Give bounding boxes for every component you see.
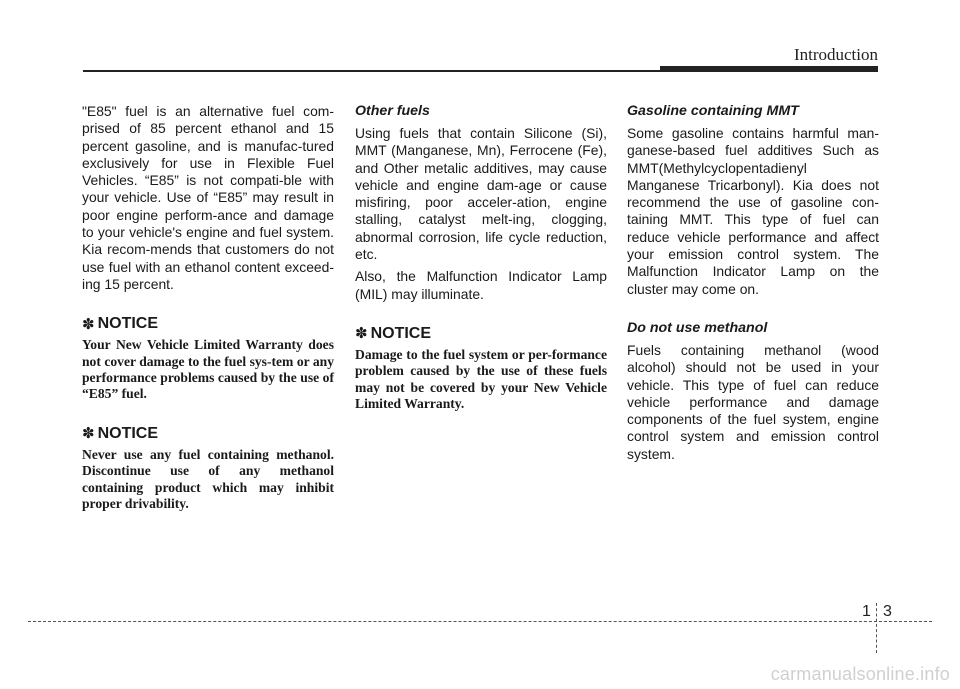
notice-label: NOTICE — [97, 424, 159, 442]
methanol-paragraph: Fuels containing methanol (wood alcohol) should not be used in your vehicle. This type of fuel can reduce vehicle performance and damage components of the fuel system, engine control system and emission control system. — [627, 341, 879, 462]
mil-paragraph: Also, the Malfunction Indicator Lamp (MIL) may illuminate. — [355, 268, 607, 302]
other-fuels-paragraph: Using fuels that contain Silicone (Si), MMT (Manganese, Mn), Ferrocene (Fe), and Other metalic additives, may cause vehicle and engine dam-age or cause misfiring, poor acceler-ation, engine stalling, catalyst melt-ing, clogging, abnormal corrosion, life cycle reduction, etc. — [355, 125, 607, 263]
notice-title — [82, 425, 334, 443]
asterisk-icon: ✽ — [82, 425, 95, 443]
notice-methanol — [82, 425, 334, 513]
watermark: carmanualsonline.info — [770, 664, 950, 684]
column-2 — [355, 103, 607, 413]
notice-label: NOTICE — [370, 324, 432, 342]
heading-no-methanol: Do not use methanol — [627, 319, 768, 336]
mmt-paragraph: Some gasoline contains harmful man-ganese-based fuel additives Such as MMT(Methylcyclopentadienyl Manganese Tricarbonyl). Kia does not recommend the use of gasoline con-taining MMT. This type of fuel can reduce vehicle performance and affect your emission control system. The Malfunction Indicator Lamp on the cluster may come on. — [627, 125, 879, 297]
heading-other-fuels: Other fuels — [355, 103, 430, 119]
column-1 — [82, 103, 334, 513]
notice-e85-warranty — [82, 315, 334, 403]
page-header-title: Introduction — [793, 45, 878, 64]
page-number-divider — [876, 603, 877, 653]
notice-label: NOTICE — [97, 315, 159, 333]
notice-body: Damage to the fuel system or per-formance problem caused by the use of these fuels may not be covered by your New Vehicle Limited Warranty. — [355, 346, 607, 412]
footer-rule — [28, 621, 932, 622]
header-rule-thick — [660, 66, 878, 72]
notice-fuel-damage — [355, 325, 607, 413]
heading-gasoline-mmt: Gasoline containing MMT — [627, 103, 799, 119]
notice-body: Your New Vehicle Limited Warranty does not cover damage to the fuel sys-tem or any performance problems caused by the use of “E85” fuel. — [82, 337, 334, 402]
asterisk-icon: ✽ — [355, 325, 368, 343]
page-number: 3 — [883, 603, 892, 620]
notice-body: Never use any fuel containing methanol. Discontinue use of any methanol containing product which may inhibit proper drivability. — [82, 446, 334, 512]
section-number: 1 — [862, 603, 871, 620]
column-3 — [627, 103, 879, 463]
notice-title — [82, 315, 334, 333]
e85-intro-paragraph: "E85" fuel is an alternative fuel com-prised of 85 percent ethanol and 15 percent gasoline, and is manufac-tured exclusively for use in Flexible Fuel Vehicles. “E85” is not compati-ble with your vehicle. Use of “E85” may result in poor engine perform-ance and damage to your vehicle's engine and fuel system. Kia recom-mends that customers do not use fuel with an ethanol content exceed-ing 15 percent. — [82, 103, 334, 292]
notice-title — [355, 325, 607, 343]
asterisk-icon: ✽ — [82, 315, 95, 333]
header-rule-thin — [83, 70, 663, 72]
